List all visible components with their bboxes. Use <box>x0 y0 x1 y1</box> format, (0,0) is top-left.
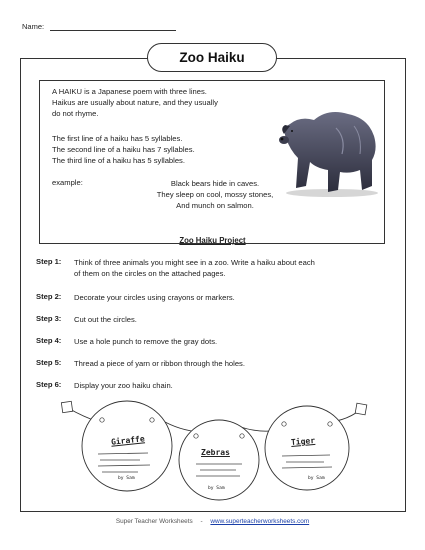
hole <box>150 418 154 422</box>
tape-left <box>61 401 72 412</box>
step-text-line: of them on the circles on the attached pages. <box>74 269 226 278</box>
circle-title-zebras: Zebras <box>201 448 230 457</box>
step-text-line: Think of three animals you might see in a zoo. Write a haiku about each <box>74 258 315 267</box>
step-6-label: Step 6: <box>36 380 62 389</box>
footer-brand: Super Teacher Worksheets <box>115 518 193 525</box>
step-3-label: Step 3: <box>36 314 62 323</box>
intro-line: A HAIKU is a Japanese poem with three lines. <box>52 87 207 96</box>
syllable-rules <box>52 133 195 166</box>
step-4-label: Step 4: <box>36 336 62 345</box>
tape-right <box>355 403 367 415</box>
syllable-line: The first line of a haiku has 5 syllables. <box>52 134 183 143</box>
hole <box>282 422 286 426</box>
footer-link[interactable]: www.superteacherworksheets.com <box>210 518 310 525</box>
step-1-text <box>74 257 374 279</box>
haiku-circle-tiger <box>265 406 349 490</box>
step-5-label: Step 5: <box>36 358 62 367</box>
example-line: Black bears hide in caves. <box>170 179 260 188</box>
circle-byline-giraffe: by Sam <box>118 476 135 481</box>
name-row <box>22 22 176 31</box>
page-title: Zoo Haiku <box>147 43 277 72</box>
syllable-line: The second line of a haiku has 7 syllables. <box>52 145 195 154</box>
footer-separator: - <box>200 518 203 525</box>
hole <box>100 418 104 422</box>
name-label: Name: <box>22 22 45 31</box>
step-4-text: Use a hole punch to remove the gray dots. <box>74 337 218 346</box>
step-6-text: Display your zoo haiku chain. <box>74 381 173 390</box>
step-2-label: Step 2: <box>36 292 62 301</box>
intro-line: Haikus are usually about nature, and they usually <box>52 98 218 107</box>
intro-description <box>52 86 218 119</box>
hole <box>194 434 198 438</box>
step-3-text: Cut out the circles. <box>74 315 137 324</box>
hole <box>328 422 332 426</box>
hole <box>240 434 244 438</box>
project-title: Zoo Haiku Project <box>179 236 246 245</box>
example-label: example: <box>52 178 83 187</box>
circle-title-giraffe: Giraffe <box>110 434 146 447</box>
name-blank-line[interactable] <box>50 23 176 31</box>
step-5-text: Thread a piece of yarn or ribbon through the holes. <box>74 359 245 368</box>
circle-byline-zebras: by Sam <box>208 486 225 491</box>
bear-illustration <box>276 98 386 198</box>
example-line: And munch on salmon. <box>176 201 254 210</box>
syllable-line: The third line of a haiku has 5 syllables. <box>52 156 185 165</box>
circle-byline-tiger: by Sam <box>308 476 325 481</box>
footer <box>0 518 425 525</box>
step-1-label: Step 1: <box>36 257 62 266</box>
intro-line: do not rhyme. <box>52 109 99 118</box>
step-2-text: Decorate your circles using crayons or markers. <box>74 293 235 302</box>
example-line: They sleep on cool, mossy stones, <box>156 190 274 199</box>
circle-title-tiger: Tiger <box>290 435 316 448</box>
